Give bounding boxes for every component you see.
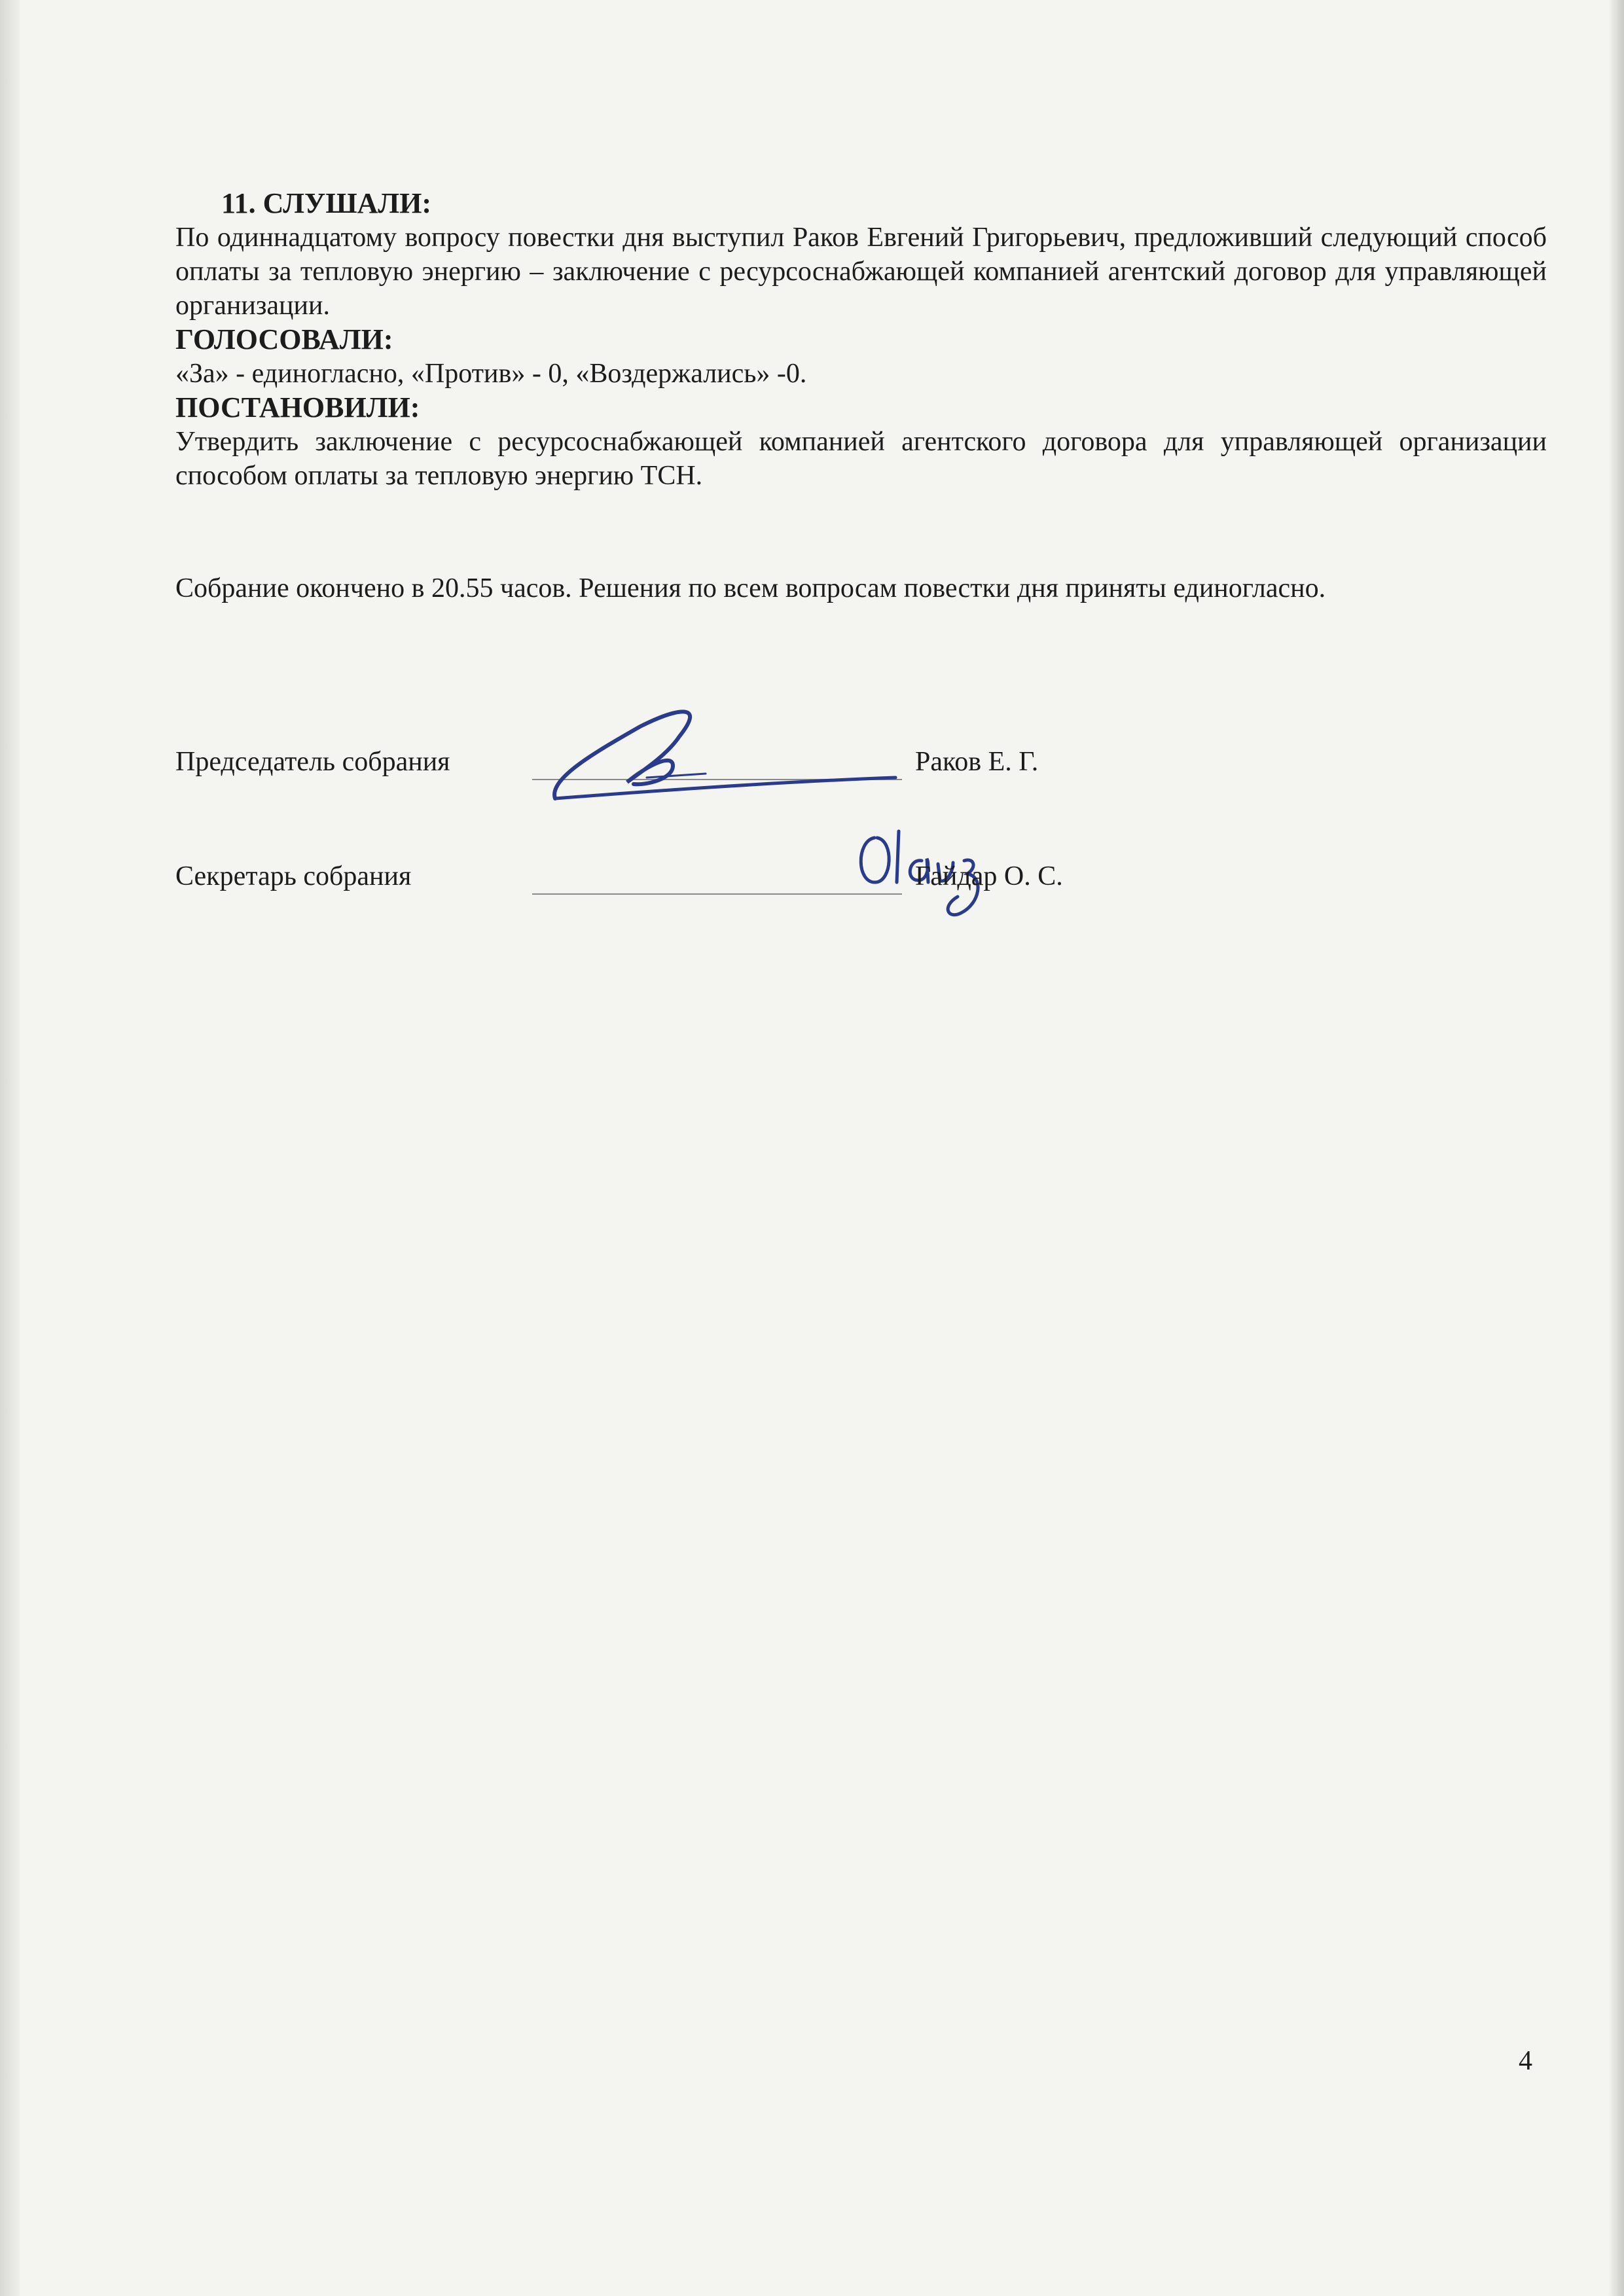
scan-edge-left: [0, 0, 20, 2296]
chairman-signature: [542, 700, 909, 812]
chairman-role: Председатель собрания: [175, 747, 450, 777]
resolved-text: Утвердить заключение с ресурсоснабжающей компанией агентского договора для управляющей организации способом оплаты за тепловую энергию ТСН.: [175, 427, 1547, 491]
heard-heading: 11. СЛУШАЛИ:: [221, 187, 432, 219]
chairman-signature-row: [175, 746, 1157, 798]
document-body: [175, 187, 1547, 605]
closing-text: Собрание окончено в 20.55 часов. Решения по всем вопросам повестки дня приняты единогласно.: [175, 573, 1326, 603]
chairman-name: Раков Е. Г.: [915, 747, 1039, 777]
secretary-role: Секретарь собрания: [175, 861, 412, 891]
page-number: 4: [1519, 2046, 1532, 2076]
heard-text: По одиннадцатому вопросу повестки дня выступил Раков Евгений Григорьевич, предложивший следующий способ оплаты за тепловую энергию – заключение с ресурсоснабжающей компанией агентский договор для управляющей организации.: [175, 223, 1547, 321]
secretary-signature-row: [175, 861, 1157, 913]
resolved-heading: ПОСТАНОВИЛИ:: [175, 391, 420, 423]
scan-edge-right: [1608, 0, 1624, 2296]
voted-heading: ГОЛОСОВАЛИ:: [175, 323, 393, 355]
voted-text: «За» - единогласно, «Против» - 0, «Воздержались» -0.: [175, 359, 807, 389]
secretary-name: Гайдар О. С.: [915, 861, 1063, 891]
